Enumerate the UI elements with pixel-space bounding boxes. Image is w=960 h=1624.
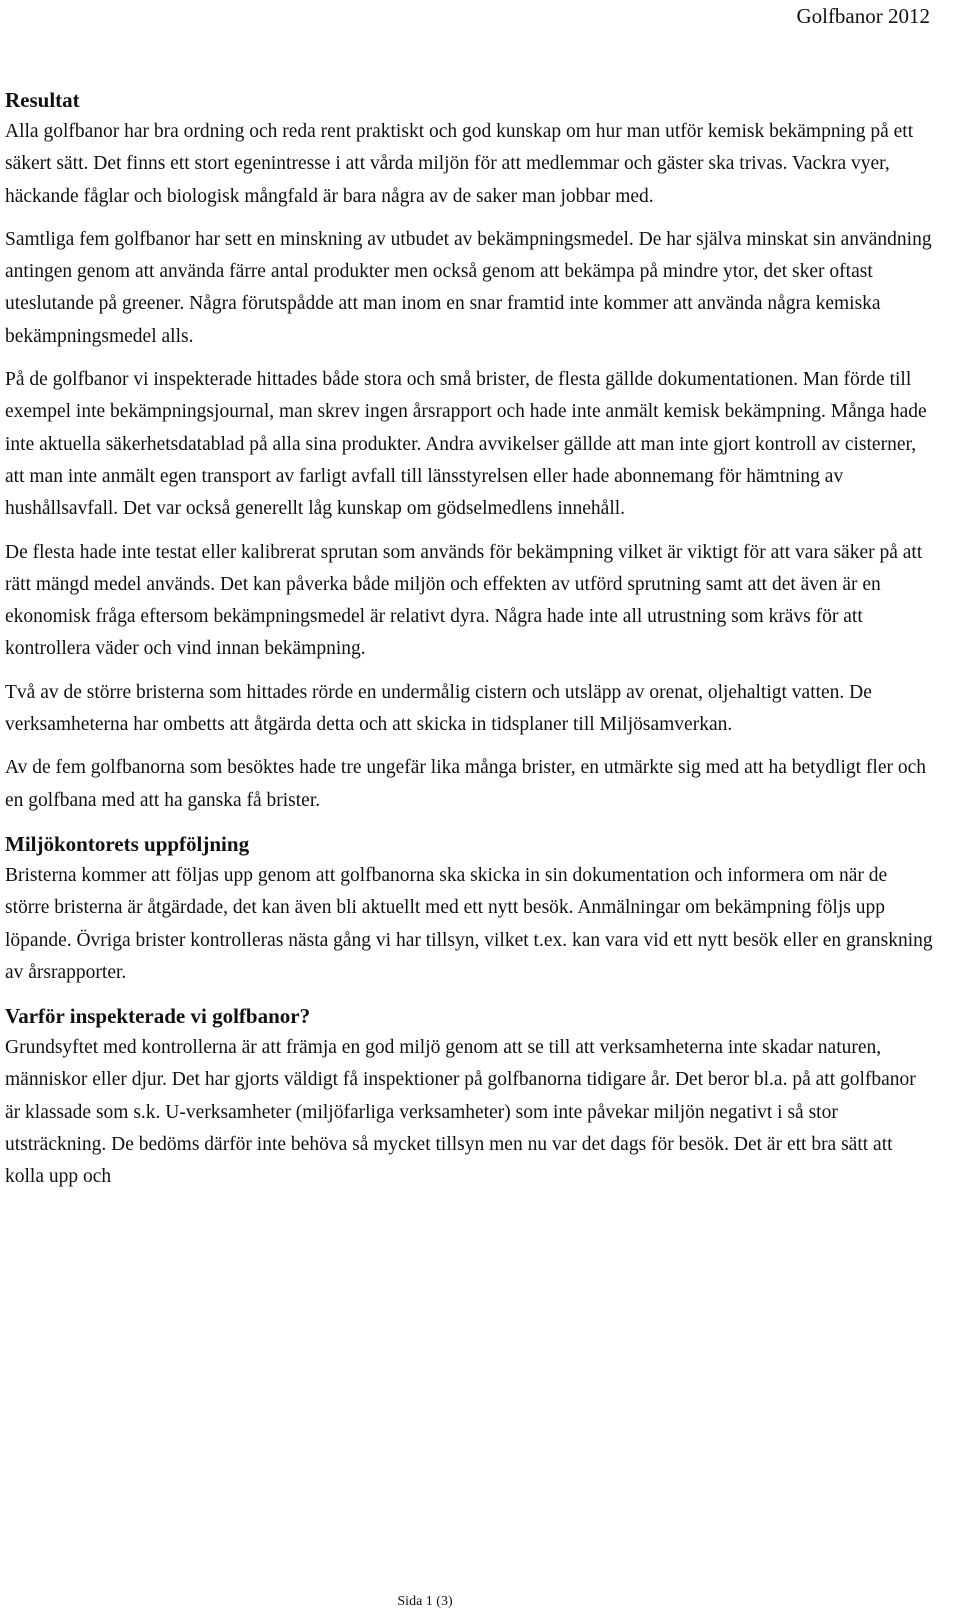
paragraph: Grundsyftet med kontrollerna är att främja en god miljö genom att se till att verksamheterna inte skadar naturen, människor eller djur. Det har gjorts väldigt få inspektioner på golfbanorna tidigare år. Det beror bl.a. på att golfbanor är klassade som s.k. U-verksamheter (miljöfarliga verksamheter) som inte påvekar miljön negativt i så stor utsträckning. De bedöms därför inte behöva så mycket tillsyn men nu var det dags för besök. Det är ett bra sätt att kolla upp och [5, 1037, 916, 1188]
section-heading-uppfoljning: Miljökontorets uppföljning [5, 831, 250, 856]
page-number-footer: Sida 1 (3) [397, 1594, 453, 1609]
paragraph: Samtliga fem golfbanor har sett en minskning av utbudet av bekämpningsmedel. De har själva minskat sin användning antingen genom att använda färre antal produkter men också genom att bekämpa på mindre ytor, det sker oftast uteslutande på greener. Några förutspådde att man inom en snar framtid inte kommer att använda några kemiska bekämpningsmedel alls. [5, 228, 932, 347]
section-heading-varfor: Varför inspekterade vi golfbanor? [5, 1004, 311, 1029]
document-header-title: Golfbanor 2012 [796, 4, 930, 28]
paragraph: Alla golfbanor har bra ordning och reda rent praktiskt och god kunskap om hur man utför kemisk bekämpning på ett säkert sätt. Det finns ett stort egenintresse i att vårda miljön för att medlemmar och gäster ska trivas. Vackra vyer, häckande fåglar och biologisk mångfald är bara några av de saker man jobbar med. [5, 121, 914, 207]
paragraph: De flesta hade inte testat eller kalibrerat sprutan som används för bekämpning vilket är viktigt för att vara säker på att rätt mängd medel används. Det kan påverka både miljön och effekten av utförd sprutning samt att det även är en ekonomisk fråga eftersom bekämpningsmedel är relativt dyra. Några hade inte all utrustning som krävs för att kontrollera väder och vind innan bekämpning. [5, 541, 923, 660]
paragraph: Av de fem golfbanorna som besöktes hade tre ungefär lika många brister, en utmärkte sig med att ha betydligt fler och en golfbana med att ha ganska få brister. [5, 757, 927, 811]
paragraph: På de golfbanor vi inspekterade hittades både stora och små brister, de flesta gällde dokumentationen. Man förde till exempel inte bekämpningsjournal, man skrev ingen årsrapport och hade inte anmält kemisk bekämpning. Många hade inte aktuella säkerhetsdatablad på alla sina produkter. Andra avvikelser gällde att man inte gjort kontroll av cisterner, att man inte anmält egen transport av farligt avfall till länsstyrelsen eller hade abonnemang för hämtning av hushållsavfall. Det var också generellt låg kunskap om gödselmedlens innehåll. [5, 369, 927, 520]
paragraph: Två av de större bristerna som hittades rörde en undermålig cistern och utsläpp av orenat, oljehaltigt vatten. De verksamheterna har ombetts att åtgärda detta och att skicka in tidsplaner till Miljösamverkan. [5, 681, 872, 736]
document-body [5, 84, 935, 1194]
section-heading-resultat: Resultat [5, 88, 80, 112]
paragraph: Bristerna kommer att följas upp genom att golfbanorna ska skicka in sin dokumentation och informera om när de större bristerna är åtgärdade, det kan även bli aktuellt med ett nytt besök. Anmälningar om bekämpning följs upp löpande. Övriga brister kontrolleras nästa gång vi har tillsyn, vilket t.ex. kan vara vid ett nytt besök eller en granskning av årsrapporter. [5, 864, 933, 983]
